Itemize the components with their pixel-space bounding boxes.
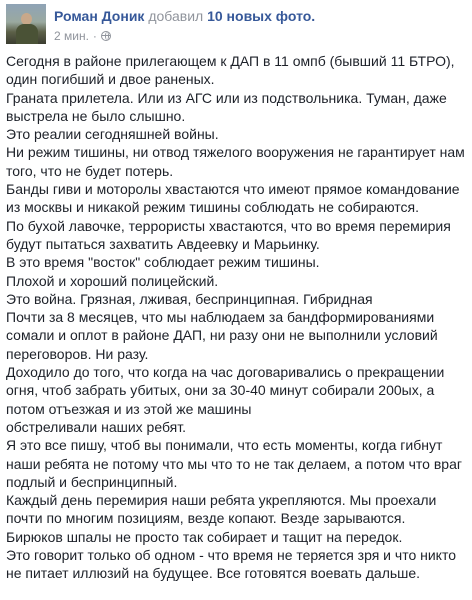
photos-link[interactable]: 10 новых фото. (207, 8, 316, 24)
post-text (6, 52, 468, 583)
post-text-line: Доходило до того, что когда на час договаривались о прекращении (6, 364, 445, 381)
author-name-link[interactable]: Роман Доник (54, 8, 145, 24)
post-text-line: Сегодня в районе прилегающем к ДАП в 11 омпб (бывший 11 БТРО), (6, 53, 455, 69)
avatar-body (16, 24, 38, 44)
timestamp-link[interactable]: 2 мин. (54, 29, 89, 43)
post-text-line: Это война. Грязная, лживая, беспринципная. Гибридная (6, 290, 373, 307)
post-text-line: наши ребята не потому что мы что то не так делаем, а потом что враг (6, 455, 462, 472)
post-text-line: Банды гиви и моторолы хвастаются что имеют прямое командование (6, 181, 460, 198)
post-text-line: По бухой лавочке, террористы хвастаются, что во время перемирия (6, 217, 451, 234)
author-line (54, 7, 315, 25)
post-header (6, 4, 466, 48)
post-text-line: Каждый день перемирия наши ребята укрепляются. Мы проехали (6, 492, 437, 509)
post-text-line: подлый и беспринципный. (6, 473, 178, 490)
post-text-line: почти по многим позициям, везде копают. Везде зарываются. (6, 510, 406, 527)
globe-icon[interactable] (101, 31, 111, 41)
avatar[interactable] (6, 4, 46, 44)
post-text-line: В это время "восток" соблюдает режим тишины. (6, 254, 320, 271)
post-text-line: сомали и оплот в районе ДАП, ни разу они не выполнили условий (6, 327, 438, 344)
action-text: добавил (148, 8, 204, 24)
post-text-line: Ни режим тишины, ни отвод тяжелого вооружения не гарантирует нам (6, 144, 465, 161)
post-text-line: из москвы и никакой режим тишины соблюдать не собираются. (6, 199, 420, 216)
post-text-line: переговоров. Ни разу. (6, 345, 149, 362)
post-text-line: Это говорит только об одном - что время не теряется зря и что никто (6, 547, 456, 564)
post-text-line: огня, чтоб забрать убитых, они за 30-40 минут собирали 200ых, а (6, 382, 435, 399)
post-text-line: потом отъезжая и из этой же машины (6, 400, 252, 417)
post-text-line: выстрела не было слышно. (6, 107, 186, 124)
post-text-line: Я это все пишу, чтоб вы понимали, что есть моменты, когда гибнут (6, 437, 443, 454)
post-text-line: того, что не будет потерь. (6, 162, 174, 179)
post-text-line: Граната прилетела. Или из АГС или из подствольника. Туман, даже (6, 89, 447, 106)
post-text-line: Бирюков шпалы не просто так собирает и тащит на передок. (6, 528, 403, 545)
post-text-line: обстреливали наших ребят. (6, 418, 187, 435)
post-meta (54, 28, 111, 44)
post-text-line: Почти за 8 месяцев, что мы наблюдаем за бандформированиями (6, 309, 435, 326)
post-text-line: не питает иллюзий на будущее. Все готовятся воевать дальше. (6, 565, 421, 582)
meta-separator: · (92, 29, 97, 43)
post-text-line: один погибший и двое раненых. (6, 71, 215, 88)
post-text-line: Плохой и хороший полицейский. (6, 272, 219, 289)
post-text-line: Это реалии сегодняшней войны. (6, 126, 219, 143)
post-text-line: будут пытаться захватить Авдеевку и Марьинку. (6, 235, 320, 252)
